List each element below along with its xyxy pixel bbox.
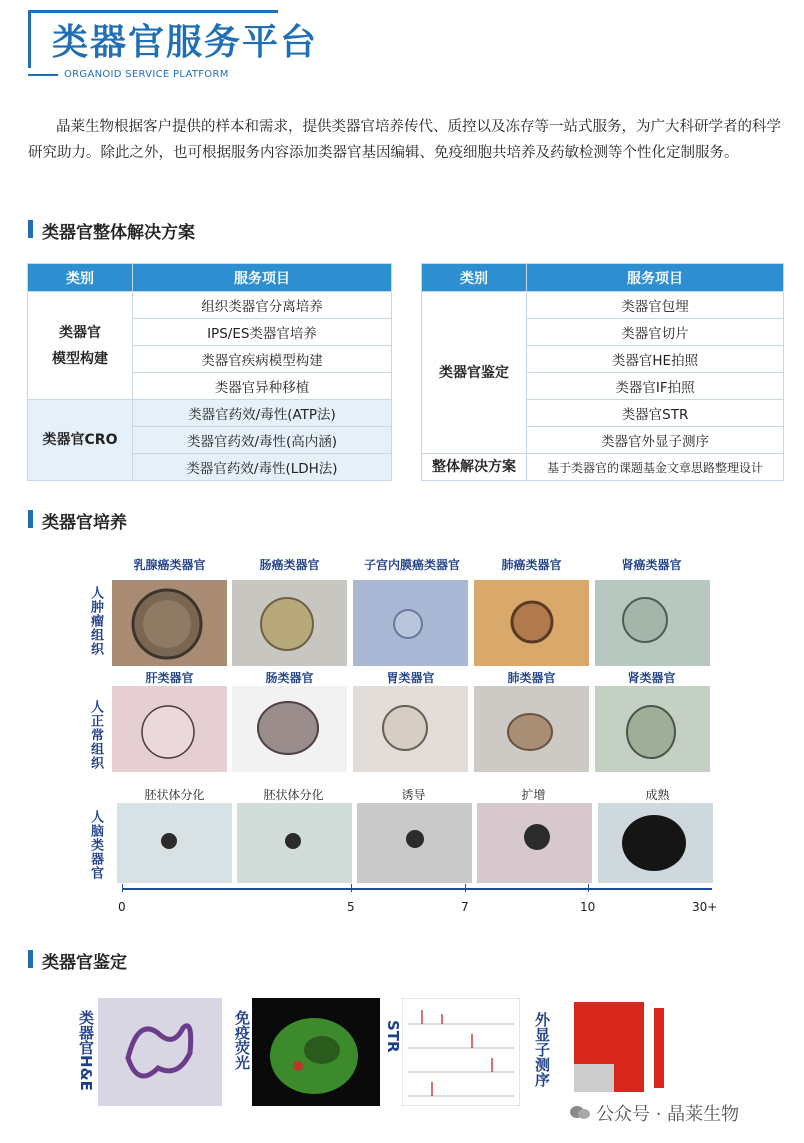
- str-chart-image: [402, 998, 520, 1106]
- table-header: 类别: [28, 264, 133, 292]
- service-item: 类器官包埋: [527, 292, 784, 319]
- timeline-label: 0: [118, 900, 126, 914]
- micrograph-endometrial-cancer: [353, 580, 468, 666]
- micrograph-stomach: [353, 686, 468, 772]
- category-cell: 类器官CRO: [28, 400, 133, 481]
- section-title-identification: 类器官鉴定: [42, 953, 127, 973]
- micrograph-brain-stage-5: [598, 803, 713, 883]
- organoid-label: 子宫内膜癌类器官: [363, 558, 460, 572]
- id-label-if: 免疫荧光: [233, 1010, 251, 1070]
- organoid-label: 肝类器官: [145, 671, 194, 685]
- timeline-tick: [122, 884, 123, 892]
- micrograph-breast-cancer: [112, 580, 227, 666]
- service-item: 类器官切片: [527, 319, 784, 346]
- organoid-label: 肾类器官: [627, 671, 676, 685]
- category-cell: [28, 292, 133, 400]
- he-stain-image: [98, 998, 222, 1106]
- stage-label: 扩增: [521, 788, 546, 802]
- service-item: 基于类器官的课题基金文章思路整理设计: [527, 454, 784, 481]
- timeline-label: 10: [580, 900, 596, 914]
- stage-label: 胚状体分化: [144, 788, 205, 802]
- timeline-label: 30+: [692, 900, 718, 914]
- solutions-table-right: [421, 263, 784, 481]
- intro-paragraph: 晶莱生物根据客户提供的样本和需求，提供类器官培养传代、质控以及冻存等一站式服务，为广大科研学者的科学研究助力。除此之外，也可根据服务内容添加类器官基因编辑、免疫细胞共培养及药敏检测等个性化定制服务。: [28, 119, 781, 161]
- category-cell: 整体解决方案: [422, 454, 527, 481]
- timeline-label: 7: [461, 900, 469, 914]
- stage-label: 胚状体分化: [263, 788, 324, 802]
- service-item: 类器官疾病模型构建: [133, 346, 392, 373]
- service-item: 类器官药效/毒性(高内涵): [133, 427, 392, 454]
- table-header: 类别: [422, 264, 527, 292]
- row-label-brain: 人脑类器官: [88, 810, 103, 880]
- service-item: 类器官异种移植: [133, 373, 392, 400]
- organoid-label: 肠类器官: [265, 671, 314, 685]
- micrograph-colon-cancer: [232, 580, 347, 666]
- section-title-culture: 类器官培养: [42, 513, 127, 533]
- category-line: 模型构建: [52, 350, 108, 367]
- service-item: IPS/ES类器官培养: [133, 319, 392, 346]
- id-label-str: STR: [384, 1020, 402, 1053]
- table-header: 服务项目: [133, 264, 392, 292]
- micrograph-brain-stage-2: [237, 803, 352, 883]
- immunofluorescence-image: [252, 998, 380, 1106]
- service-item: 类器官STR: [527, 400, 784, 427]
- solutions-table-left: [27, 263, 392, 481]
- service-item: 类器官HE拍照: [527, 346, 784, 373]
- timeline-tick: [588, 884, 589, 892]
- timeline-tick: [465, 884, 466, 892]
- micrograph-lung-cancer: [474, 580, 589, 666]
- category-cell: 类器官鉴定: [422, 292, 527, 454]
- page-title: 类器官服务平台: [52, 22, 319, 63]
- section-title-solutions: 类器官整体解决方案: [42, 223, 195, 243]
- organoid-label: 乳腺癌类器官: [133, 558, 206, 572]
- timeline-tick: [351, 884, 352, 892]
- stage-label: 诱导: [401, 788, 426, 802]
- service-item: 类器官IF拍照: [527, 373, 784, 400]
- organoid-label: 肺癌类器官: [501, 558, 562, 572]
- category-line: 类器官: [59, 324, 101, 341]
- timeline-label: 5: [347, 900, 355, 914]
- organoid-label: 肠癌类器官: [259, 558, 320, 572]
- exome-heatmap-image: [560, 998, 700, 1098]
- id-label-he: 类器官H&E: [77, 1010, 95, 1091]
- timeline-axis: [122, 888, 712, 890]
- service-item: 类器官外显子测序: [527, 427, 784, 454]
- id-label-exome: 外显子测序: [533, 1012, 551, 1087]
- micrograph-brain-stage-1: [117, 803, 232, 883]
- table-header: 服务项目: [527, 264, 784, 292]
- service-item: 类器官药效/毒性(ATP法): [133, 400, 392, 427]
- service-item: 组织类器官分离培养: [133, 292, 392, 319]
- page-subtitle: ORGANOID SERVICE PLATFORM: [64, 69, 229, 80]
- organoid-label: 肾癌类器官: [621, 558, 682, 572]
- wechat-icon: [569, 1104, 591, 1120]
- micrograph-brain-stage-3: [357, 803, 472, 883]
- organoid-label: 胃类器官: [386, 671, 435, 685]
- subtitle-divider: [28, 74, 58, 76]
- watermark-text: 公众号 · 晶莱生物: [596, 1104, 740, 1125]
- micrograph-liver: [112, 686, 227, 772]
- micrograph-kidney-cancer: [595, 580, 710, 666]
- service-item: 类器官药效/毒性(LDH法): [133, 454, 392, 481]
- row-label-tumor: 人肿瘤组织: [88, 586, 103, 656]
- micrograph-intestine: [232, 686, 347, 772]
- micrograph-brain-stage-4: [477, 803, 592, 883]
- organoid-label: 肺类器官: [507, 671, 556, 685]
- micrograph-lung: [474, 686, 589, 772]
- row-label-normal: 人正常组织: [88, 700, 103, 770]
- stage-label: 成熟: [645, 788, 670, 802]
- micrograph-kidney: [595, 686, 710, 772]
